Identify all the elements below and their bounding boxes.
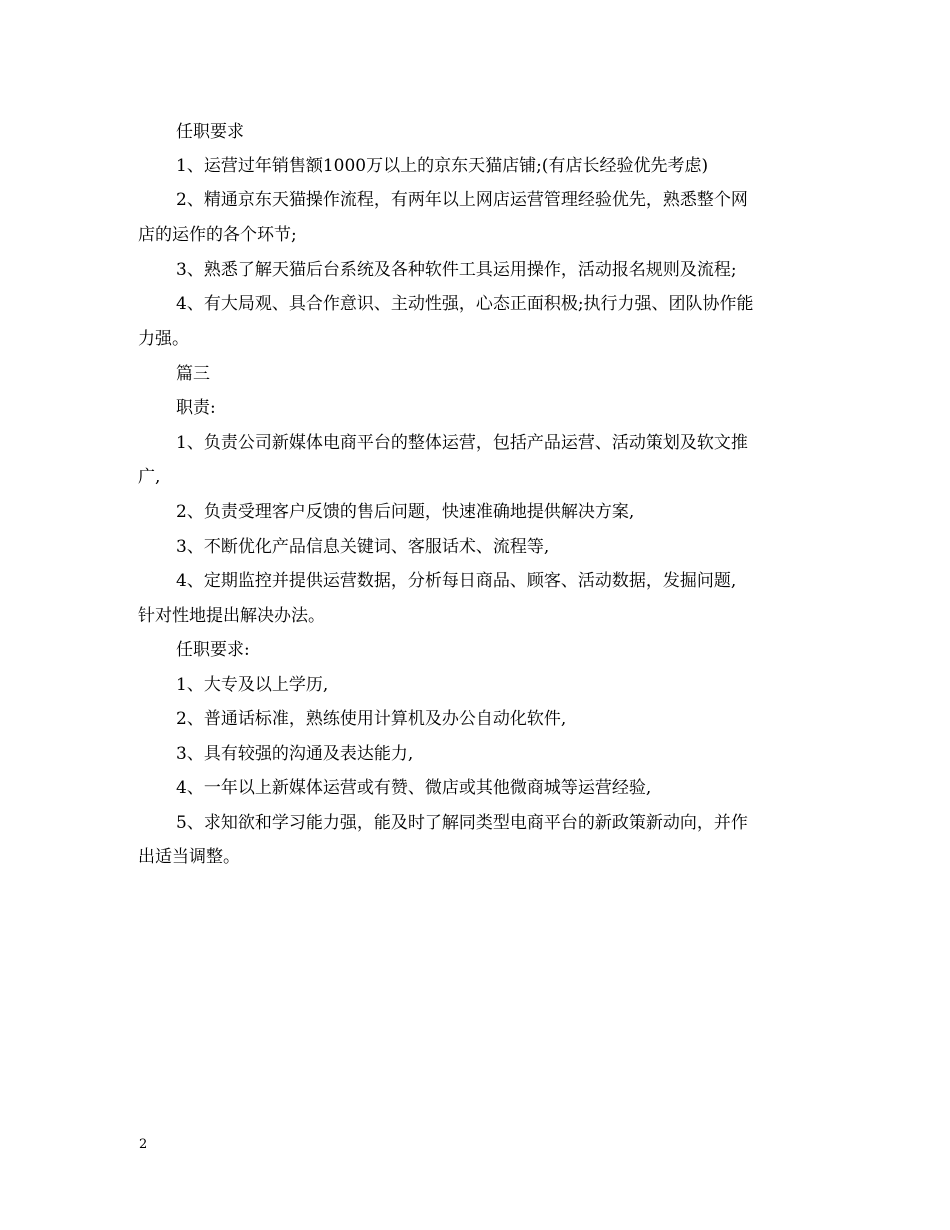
paragraph-line: 2、普通话标准，熟练使用计算机及办公自动化软件,	[176, 709, 567, 729]
paragraph-line: 广,	[138, 467, 161, 487]
section-heading: 任职要求	[176, 122, 244, 142]
paragraph-line: 针对性地提出解决办法。	[138, 606, 325, 626]
page-number: 2	[139, 1137, 148, 1152]
paragraph-line: 店的运作的各个环节;	[138, 225, 297, 245]
paragraph-line: 2、精通京东天猫操作流程，有两年以上网店运营管理经验优先，熟悉整个网	[176, 190, 748, 210]
paragraph-line: 4、一年以上新媒体运营或有赞、微店或其他微商城等运营经验,	[176, 778, 652, 798]
section-heading: 任职要求:	[176, 640, 250, 660]
paragraph-line: 3、熟悉了解天猫后台系统及各种软件工具运用操作，活动报名规则及流程;	[176, 260, 737, 280]
paragraph-line: 1、运营过年销售额1000万以上的京东天猫店铺;(有店长经验优先考虑)	[176, 156, 709, 176]
paragraph-line: 2、负责受理客户反馈的售后问题，快速准确地提供解决方案,	[176, 502, 635, 522]
paragraph-line: 4、定期监控并提供运营数据，分析每日商品、顾客、活动数据，发掘问题,	[176, 571, 737, 591]
paragraph-line: 3、具有较强的沟通及表达能力,	[176, 744, 414, 764]
paragraph-line: 出适当调整。	[138, 847, 240, 867]
paragraph-line: 1、大专及以上学历,	[176, 675, 329, 695]
paragraph-line: 3、不断优化产品信息关键词、客服话术、流程等,	[176, 537, 550, 557]
paragraph-line: 4、有大局观、具合作意识、主动性强，心态正面积极;执行力强、团队协作能	[176, 294, 754, 314]
paragraph-line: 1、负责公司新媒体电商平台的整体运营，包括产品运营、活动策划及软文推	[176, 433, 748, 453]
paragraph-line: 5、求知欲和学习能力强，能及时了解同类型电商平台的新政策新动向，并作	[176, 813, 748, 833]
section-heading: 职责:	[176, 398, 216, 418]
section-heading: 篇三	[176, 364, 210, 384]
paragraph-line: 力强。	[138, 329, 189, 349]
